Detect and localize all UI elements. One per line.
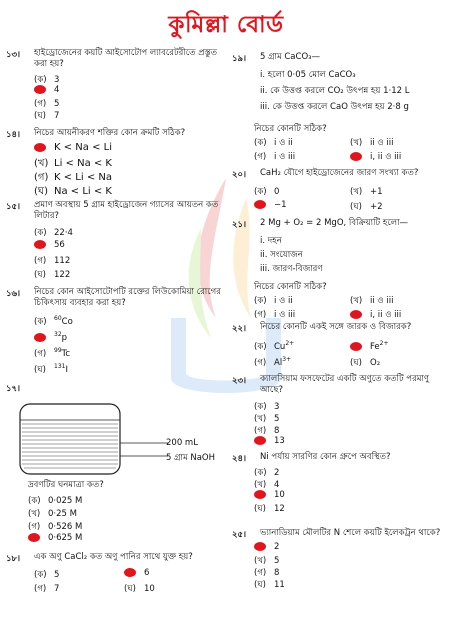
option[interactable]: (গ) 112 — [34, 256, 71, 266]
question-15 — [6, 200, 221, 285]
option[interactable]: (খ) 4 — [254, 480, 280, 490]
question-text: 5 গ্রাম CaCO₃— — [260, 52, 321, 62]
question-text: প্রমাণ অবস্থায় 5 গ্রাম হাইড্রোজেন গ্যাসের আয়তন কত লিটার? — [34, 200, 219, 221]
option[interactable]: (ঘ) O₂ — [350, 358, 381, 368]
option[interactable]: (গ) 0·526 M — [28, 522, 83, 532]
answer-mark-icon — [350, 342, 362, 351]
answer-mark-icon — [254, 200, 266, 209]
question-number: ১৩। — [6, 50, 21, 60]
question-number: ২২। — [232, 324, 247, 334]
option-answer[interactable]: 4 — [34, 85, 59, 95]
option[interactable]: (ঘ) 11 — [254, 580, 285, 590]
question-number: ২১। — [232, 220, 247, 230]
option[interactable]: (ক) 2 — [254, 468, 280, 478]
answer-mark-icon — [350, 152, 362, 161]
question-number: ১৪। — [6, 130, 21, 140]
option[interactable]: (ঘ) $^{131}$I — [34, 363, 68, 375]
question-text: নিচের কোনটি একই সঙ্গে জারক ও বিজারক? — [260, 322, 412, 332]
option[interactable]: (খ) ii ও iii — [350, 138, 394, 148]
question-24 — [232, 452, 447, 518]
option[interactable]: (খ) Li < Na < K — [34, 158, 112, 169]
option-answer[interactable]: 6 — [124, 568, 149, 578]
option-answer[interactable]: $^{32}$p — [34, 331, 67, 343]
statement: i. হলো 0·05 মোল CaCO₃ — [260, 70, 356, 80]
option[interactable]: (খ) 0·25 M — [28, 509, 77, 519]
question-13 — [6, 48, 221, 128]
answer-mark-icon — [350, 310, 362, 319]
beaker-volume-label: 200 mL — [166, 438, 198, 448]
option-answer[interactable]: i, ii ও iii — [350, 308, 401, 322]
question-text: CaH₂ যৌগে হাইড্রোজেনের জারণ সংখ্যা কত? — [260, 168, 419, 178]
question-16 — [6, 287, 221, 382]
question-18 — [6, 552, 221, 602]
question-number: ১৭। — [6, 384, 21, 394]
option[interactable]: (ক) 5 — [34, 570, 60, 580]
option-answer[interactable]: 10 — [254, 490, 285, 500]
question-22 — [232, 322, 447, 370]
question-number: ২৫। — [232, 530, 247, 540]
option[interactable]: (ক) 0·025 M — [28, 496, 83, 506]
question-number: ২৪। — [232, 454, 247, 464]
question-17 — [6, 382, 221, 542]
option-answer[interactable]: 2 — [254, 542, 279, 552]
question-14 — [6, 128, 221, 198]
question-text: দ্রবণটির ঘনমাত্রা কত? — [28, 480, 104, 490]
option[interactable]: (ক) 0 — [254, 187, 280, 197]
option-answer[interactable]: 56 — [34, 240, 65, 250]
option[interactable]: (ঘ) 122 — [34, 270, 71, 280]
option[interactable]: (গ) 5 — [34, 99, 60, 109]
option[interactable]: (ক) 3 — [34, 75, 60, 85]
question-number: ১৫। — [6, 202, 21, 212]
answer-mark-icon — [28, 533, 40, 542]
option[interactable]: (খ) +1 — [350, 187, 383, 197]
statement: ii. কে উত্তপ্ত করলে CO₂ উৎপন্ন হয় 1·12 L — [260, 86, 410, 96]
question-19 — [232, 52, 447, 162]
option[interactable]: (ক) $^{60}$Co — [34, 315, 73, 327]
option[interactable]: (ঘ) 10 — [124, 584, 155, 594]
option[interactable]: (ক) 3 — [254, 402, 280, 412]
option[interactable]: (ক) 22·4 — [34, 228, 73, 238]
option[interactable]: (গ) 8 — [254, 568, 280, 578]
option-answer[interactable]: $Fe^{2+}$ — [350, 340, 389, 352]
question-text: 2 Mg + O₂ = 2 MgO, বিক্রিয়াটি হলো— — [260, 218, 409, 228]
answer-mark-icon — [34, 85, 46, 94]
question-text: হাইড্রোজেনের কয়টি আইসোটোপ ল্যাবরেটরীতে প্রস্তুত করা হয়? — [34, 48, 218, 69]
question-20 — [232, 168, 447, 216]
question-21 — [232, 218, 447, 318]
option[interactable]: (ক) i ও ii — [254, 296, 293, 306]
question-number: ২৩। — [232, 376, 247, 386]
option[interactable]: (ঘ) 12 — [254, 504, 285, 514]
option[interactable]: (গ) 7 — [34, 584, 60, 594]
statement: iii. জারণ-বিজারণ — [260, 264, 323, 274]
option[interactable]: (গ) i ও iii — [254, 152, 296, 162]
option-answer[interactable]: i, ii ও iii — [350, 150, 401, 164]
answer-mark-icon — [254, 542, 266, 551]
option[interactable]: (খ) ii ও iii — [350, 296, 394, 306]
question-prompt: নিচের কোনটি সঠিক? — [254, 124, 327, 134]
answer-mark-icon — [34, 240, 46, 249]
question-text: নিচের আয়নীকরণ শক্তির কোন ক্রমটি সঠিক? — [34, 128, 186, 138]
question-number: ১৮। — [6, 554, 21, 564]
option[interactable]: (গ) K < Li < Na — [34, 172, 112, 183]
question-text: Ni পর্যায় সারণির কোন গ্রুপে অবস্থিত? — [260, 452, 391, 462]
option[interactable]: (ক) i ও ii — [254, 138, 293, 148]
option[interactable]: (ক) $Cu^{2+}$ — [254, 340, 295, 352]
option[interactable]: (ঘ) Na < Li < K — [34, 186, 112, 197]
statement: ii. সংযোজন — [260, 250, 303, 260]
question-text: ক্যালসিয়াম ফসফেটের একটি অণুতে কতটি পরমাণু আছে? — [260, 374, 430, 395]
option-answer[interactable]: 0·625 M — [28, 533, 82, 543]
option[interactable]: (গ) $^{99}$Tc — [34, 347, 71, 359]
question-number: ২০। — [232, 170, 247, 180]
option[interactable]: (খ) 5 — [254, 556, 280, 566]
option[interactable]: (ঘ) +2 — [350, 202, 383, 212]
question-25 — [232, 528, 447, 598]
option[interactable]: (গ) $Al^{3+}$ — [254, 356, 292, 368]
answer-mark-icon — [254, 436, 266, 445]
option[interactable]: (ঘ) 7 — [34, 111, 60, 121]
question-text: ভ্যানাডিয়াম মৌলটির N শেলে কয়টি ইলেকট্রন থাকে? — [260, 528, 441, 538]
statement: i. দহন — [260, 236, 282, 246]
question-number: ১৬। — [6, 289, 21, 299]
answer-mark-icon — [124, 568, 136, 577]
beaker-solute-label: 5 গ্রাম NaOH — [166, 453, 216, 463]
option-answer[interactable]: −1 — [254, 200, 287, 210]
question-text: এক অণু CaCl₂ কত অণু পানির সাথে যুক্ত হয়? — [34, 552, 193, 562]
question-text: নিচের কোন আইসোটোপটি রক্তের লিউকোমিয়া রোগের চিকিৎসায় ব্যবহার করা হয়? — [34, 287, 221, 308]
statement: iii. কে উত্তপ্ত করলে CaO উৎপন্ন হয় 2·8 g — [260, 102, 409, 112]
option[interactable]: (গ) 8 — [254, 426, 280, 436]
option[interactable]: (খ) 5 — [254, 414, 280, 424]
question-prompt: নিচের কোনটি সঠিক? — [254, 282, 327, 292]
page-title: কুমিল্লা বোর্ড — [168, 12, 284, 38]
question-number: ১৯। — [232, 54, 247, 64]
option[interactable]: (গ) i ও iii — [254, 310, 296, 320]
question-23 — [232, 374, 447, 454]
answer-mark-icon — [254, 490, 266, 499]
option-answer[interactable]: K < Na < Li — [34, 142, 112, 153]
answer-mark-icon — [34, 333, 46, 342]
answer-mark-icon — [34, 143, 46, 152]
option-answer[interactable]: 13 — [254, 436, 285, 446]
